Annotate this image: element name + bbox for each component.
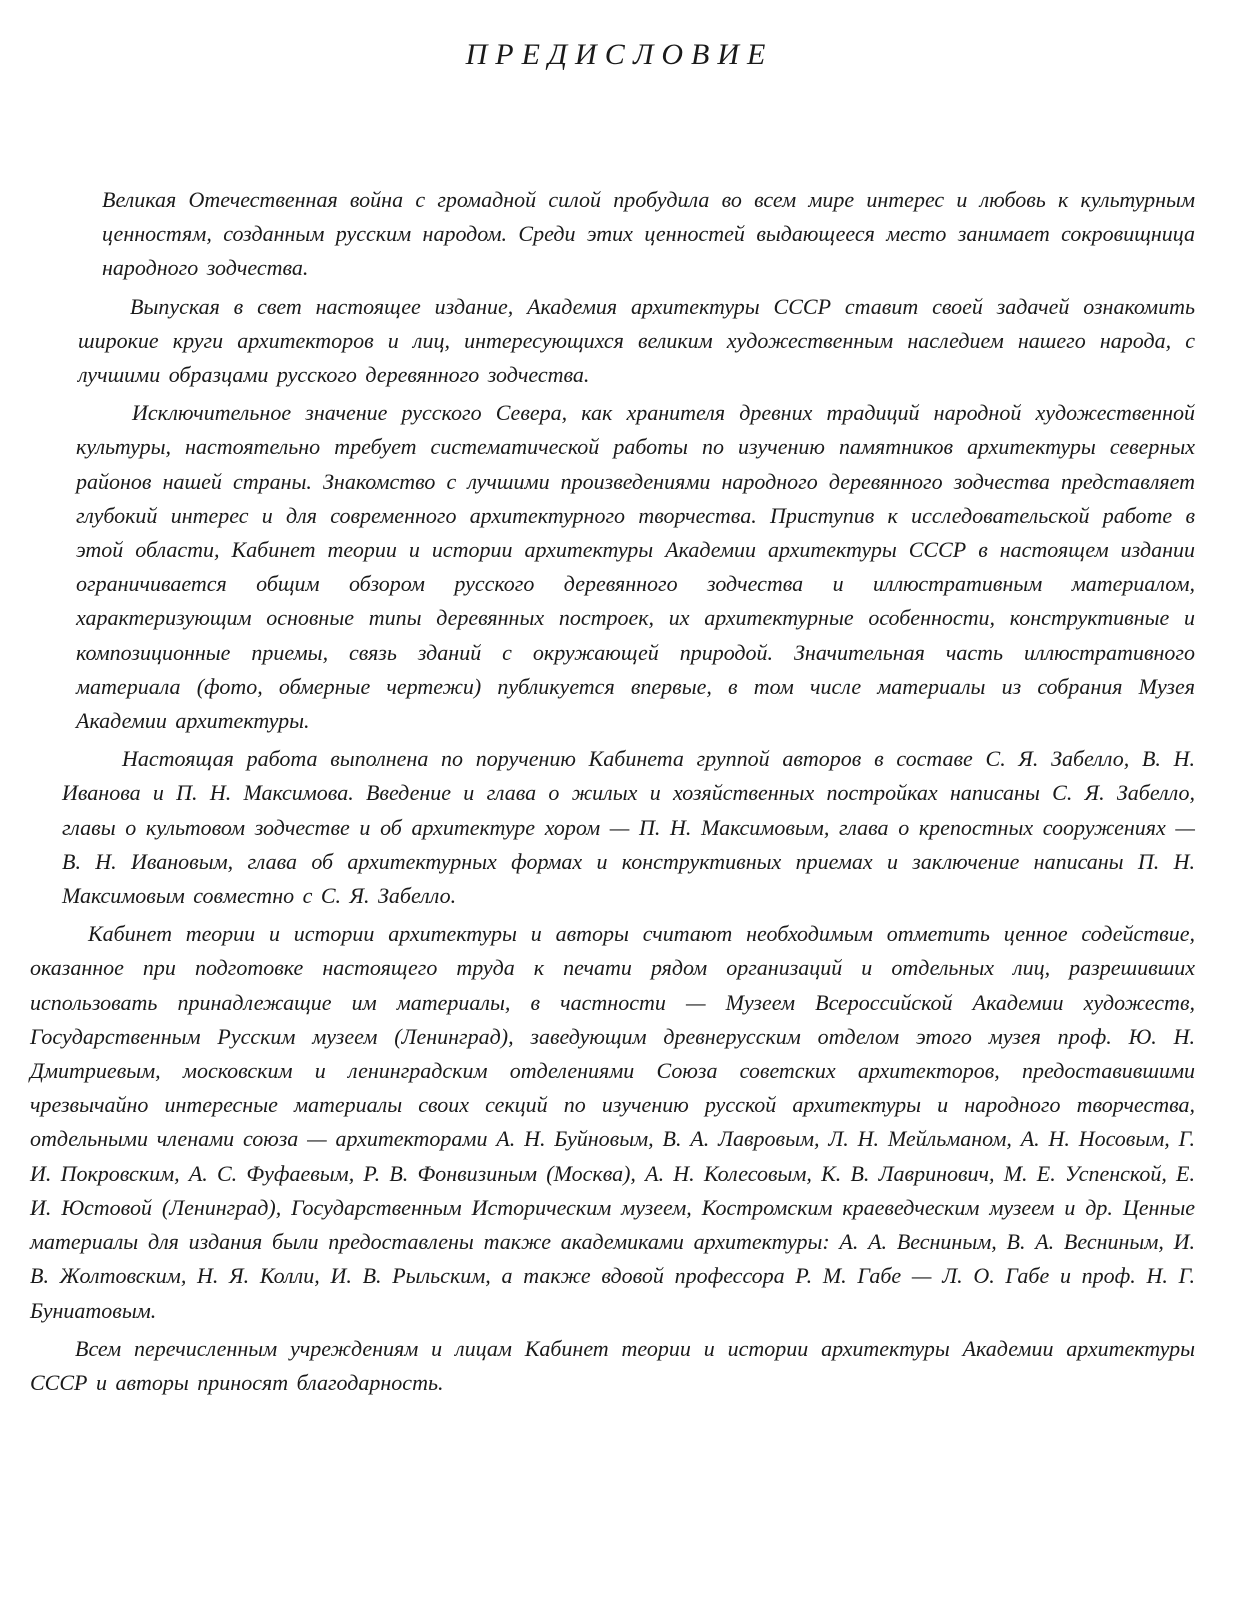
paragraph-3: Исключительное значение русского Севера, как хранителя древних традиций народной художественной культуры, настоятельно требует систематической работы по изучению памятников архитектуры северных районов нашей страны. Знакомство с лучшими произведениями народного деревянного зодчества представляет глубокий интерес и для современного архитектурного творчества. Приступив к исследовательской работе в этой области, Кабинет теории и истории архитектуры Академии архитектуры СССР в настоящем издании ограничивается общим обзором русского деревянного зодчества и иллюстративным материалом, характеризующим основные типы деревянных построек, их архитектурные особенности, конструктивные и композиционные приемы, связь зданий с окружающей природой. Значительная часть иллюстративного материала (фото, обмерные чертежи) публикуется впервые, в том числе материалы из собрания Музея Академии архитектуры. [76,400,1195,734]
paragraph-6: Всем перечисленным учреждениям и лицам Кабинет теории и истории архитектуры Академии архитектуры СССР и авторы приносят благодарность. [30,1335,1195,1395]
preface-body [30,183,1195,1404]
paragraph-1: Великая Отечественная война с громадной силой пробудила во всем мире интерес и любовь к культурным ценностям, созданным русским народом. Среди этих ценностей выдающееся место занимает сокровищница народного зодчества. [102,187,1195,281]
paragraph-4: Настоящая работа выполнена по поручению Кабинета группой авторов в составе С. Я. Забелло, В. Н. Иванова и П. Н. Максимова. Введение и глава о жилых и хозяйственных постройках написаны С. Я. Забелло, главы о культовом зодчестве и об архитектуре хором — П. Н. Максимовым, глава о крепостных сооружениях — В. Н. Ивановым, глава об архитектурных формах и конструктивных приемах и заключение написаны П. Н. Максимовым совместно с С. Я. Забелло. [62,746,1195,909]
page-title: ПРЕДИСЛОВИЕ [465,38,774,71]
paragraph-2: Выпуская в свет настоящее издание, Академия архитектуры СССР ставит своей задачей ознакомить широкие круги архитекторов и лиц, интересующихся великим художественным наследием нашего народа, с лучшими образцами русского деревянного зодчества. [78,293,1195,388]
paragraph-5: Кабинет теории и истории архитектуры и авторы считают необходимым отметить ценное содействие, оказанное при подготовке настоящего труда к печати рядом организаций и отдельных лиц, разрешивших использовать принадлежащие им материалы, в частности — Музеем Всероссийской Академии художеств, Государственным Русским музеем (Ленинград), заведующим древнерусским отделом этого музея проф. Ю. Н. Дмитриевым, московским и ленинградским отделениями Союза советских архитекторов, предоставившими чрезвычайно интересные материалы своих секций по изучению русской архитектуры и народного творчества, отдельными членами союза — архитекторами А. Н. Буйновым, В. А. Лавровым, Л. Н. Мейльманом, А. Н. Носовым, Г. И. Покровским, А. С. Фуфаевым, Р. В. Фонвизиным (Москва), А. Н. Колесовым, К. В. Лавринович, М. Е. Успенской, Е. И. Юстовой (Ленинград), Государственным Историческим музеем, Костромским краеведческим музеем и др. Ценные материалы для издания были предоставлены также академиками архитектуры: А. А. Весниным, В. А. Весниным, И. В. Жолтовским, Н. Я. Колли, И. В. Рыльским, а также вдовой профессора Р. М. Габе — Л. О. Габе и проф. Н. Г. Буниатовым. [30,921,1195,1323]
